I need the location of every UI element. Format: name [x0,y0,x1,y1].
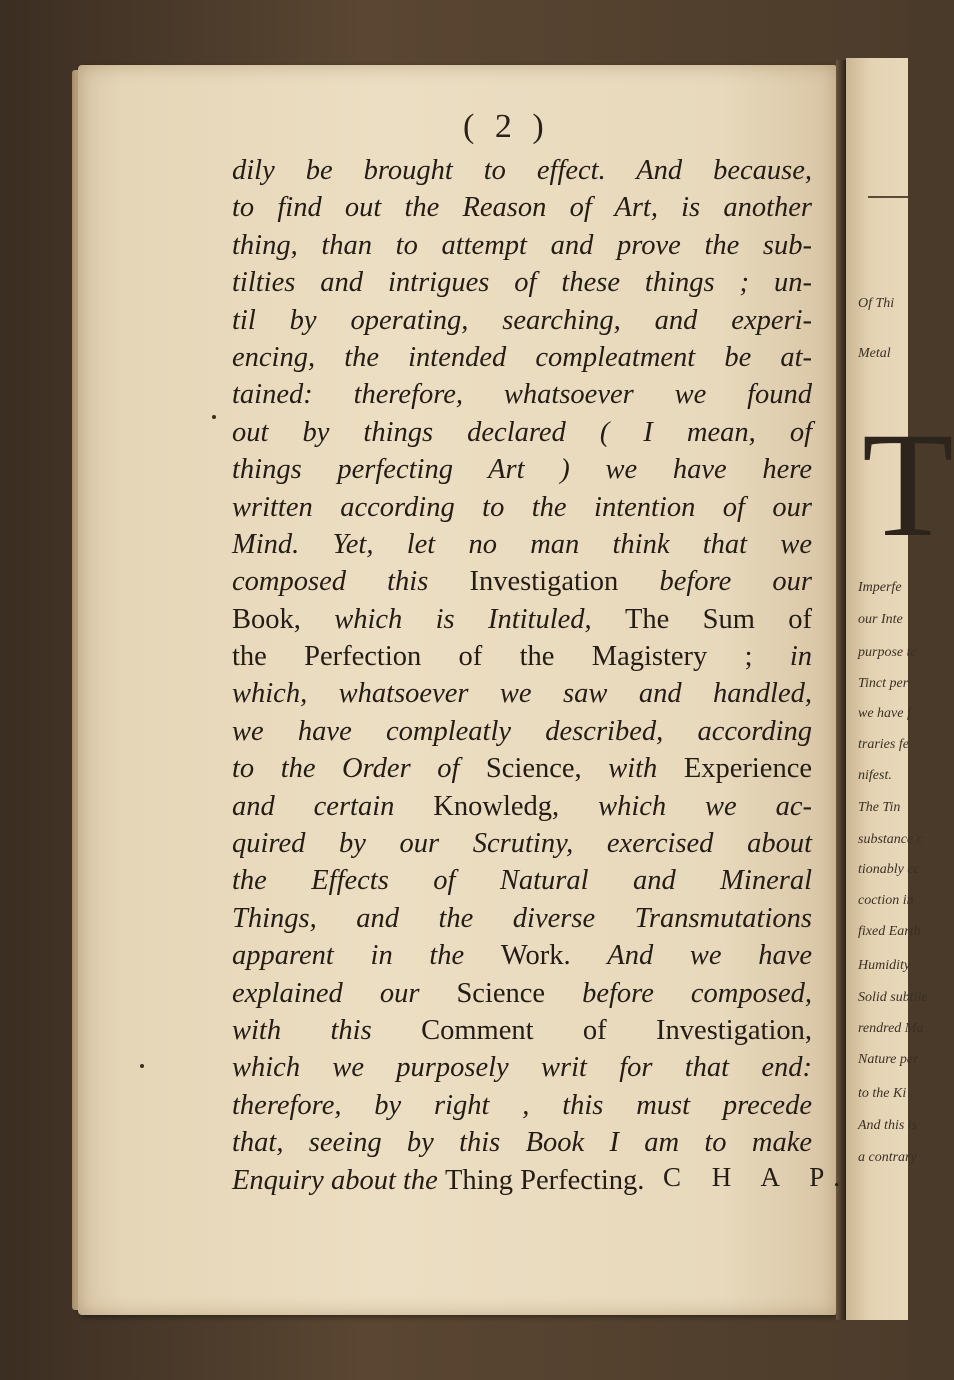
text-line [232,1049,812,1086]
facing-drop-cap: T [862,402,954,568]
facing-text-fragment: we have f [858,706,911,721]
text-line [232,152,812,189]
text-segment: which we purposely writ for that end: [232,1052,812,1084]
facing-text-fragment: Imperfe [858,580,902,595]
page-number: ( 2 ) [463,108,550,145]
text-segment: apparent in the [232,940,501,972]
text-segment: thing, than to attempt and prove the sub- [232,229,812,261]
facing-text-fragment: our Inte [858,612,903,627]
text-line [232,900,812,937]
text-line [232,788,812,825]
text-segment: out by things declared ( I mean, of [232,416,812,448]
text-segment: before composed, [582,977,812,1009]
text-line [232,339,812,376]
text-segment: Work. [500,940,608,972]
facing-text-fragment: purpose tc [858,645,917,660]
text-segment: Investigation [469,566,660,598]
facing-text-fragment: fixed Earth [858,924,921,939]
facing-text-fragment: Nature per [858,1052,919,1067]
facing-text-fragment: Metal [858,346,891,361]
page-body-text [232,152,812,1199]
text-segment: things perfecting Art ) we have here [232,454,812,486]
text-segment: which is Intituled, [334,603,625,635]
facing-text-fragment: a contrary [858,1150,917,1165]
text-segment: with this [232,1014,422,1046]
text-line [232,264,812,301]
text-segment: tained: therefore, whatsoever we found [232,379,812,411]
text-segment: the Effects of Natural and Mineral [232,865,812,897]
text-line [232,638,812,675]
text-line [232,189,812,226]
facing-text-fragment: Of Thi [858,296,895,311]
text-segment: which, whatsoever we saw and handled, [232,678,812,710]
text-segment: quired by our Scrutiny, exercised about [232,828,812,860]
book-gutter [836,60,846,1320]
text-segment: Comment of Investigation, [421,1014,812,1046]
text-segment: that, seeing by this Book I am to make [232,1127,812,1159]
text-segment: Enquiry about the [232,1164,445,1196]
text-segment: The Sum of [625,603,812,635]
facing-text-fragment: And this is [858,1118,918,1133]
facing-text-fragment: coction in [858,893,914,908]
text-segment: the Perfection of the Magistery ; [232,641,790,673]
text-line [232,376,812,413]
text-segment: and certain [232,790,434,822]
text-segment: Thing Perfecting. [444,1164,645,1196]
text-line [232,601,812,638]
text-line [232,675,812,712]
text-segment: to find out the Reason of Art, is another [232,192,812,224]
text-segment: with [608,753,684,785]
text-line [232,713,812,750]
text-segment: which we ac- [598,790,812,822]
text-segment: in [789,641,812,673]
facing-text-fragment: Humidity [858,958,911,973]
text-segment: written according to the intention of our [232,491,812,523]
facing-text-fragment: traries fe [858,737,909,752]
text-line [232,862,812,899]
facing-text-fragment: rendred Ma [858,1021,924,1036]
catchword: C H A P. [663,1162,853,1192]
facing-text-fragment: tionably cc [858,862,920,877]
text-segment: And we have [607,940,813,972]
text-line [232,526,812,563]
text-segment: we have compleatly described, according [232,715,812,747]
text-segment: therefore, by right , this must precede [232,1089,812,1121]
text-line [232,563,812,600]
text-segment: Science, [485,753,609,785]
text-segment: explained our [232,977,457,1009]
text-segment: encing, the intended compleatment be at- [232,341,812,373]
facing-text-fragment: to the Ki [858,1086,907,1101]
ink-speck [140,1064,144,1068]
text-line [232,750,812,787]
facing-text-fragment: substance c [858,832,923,847]
text-line [232,302,812,339]
text-line [232,937,812,974]
text-line [232,414,812,451]
ink-speck [212,415,216,419]
text-segment: dily be brought to effect. And because, [232,155,812,186]
text-line [232,1124,812,1161]
text-line [232,227,812,264]
text-line [232,451,812,488]
text-segment: Book, [232,603,335,635]
facing-text-fragment: The Tin [858,800,901,815]
text-segment: Mind. Yet, let no man think that we [232,528,812,560]
text-segment: to the Order of [232,753,486,785]
text-line [232,1087,812,1124]
facing-text-fragment: Solid subtile [858,990,928,1005]
text-line [232,975,812,1012]
text-line [232,1012,812,1049]
text-line [232,489,812,526]
text-segment: Science [456,977,583,1009]
facing-page-rule [868,196,908,198]
facing-text-fragment: Tinct per [858,676,909,691]
text-segment: composed this [232,566,470,598]
text-segment: Knowledg, [433,790,599,822]
text-segment: Things, and the diverse Transmutations [232,902,812,934]
text-segment: before our [659,566,812,598]
facing-text-fragment: nifest. [858,768,892,783]
text-segment: til by operating, searching, and experi- [232,304,812,336]
text-line [232,825,812,862]
text-segment: Experience [683,753,812,785]
text-segment: tilties and intrigues of these things ; un- [232,267,812,299]
